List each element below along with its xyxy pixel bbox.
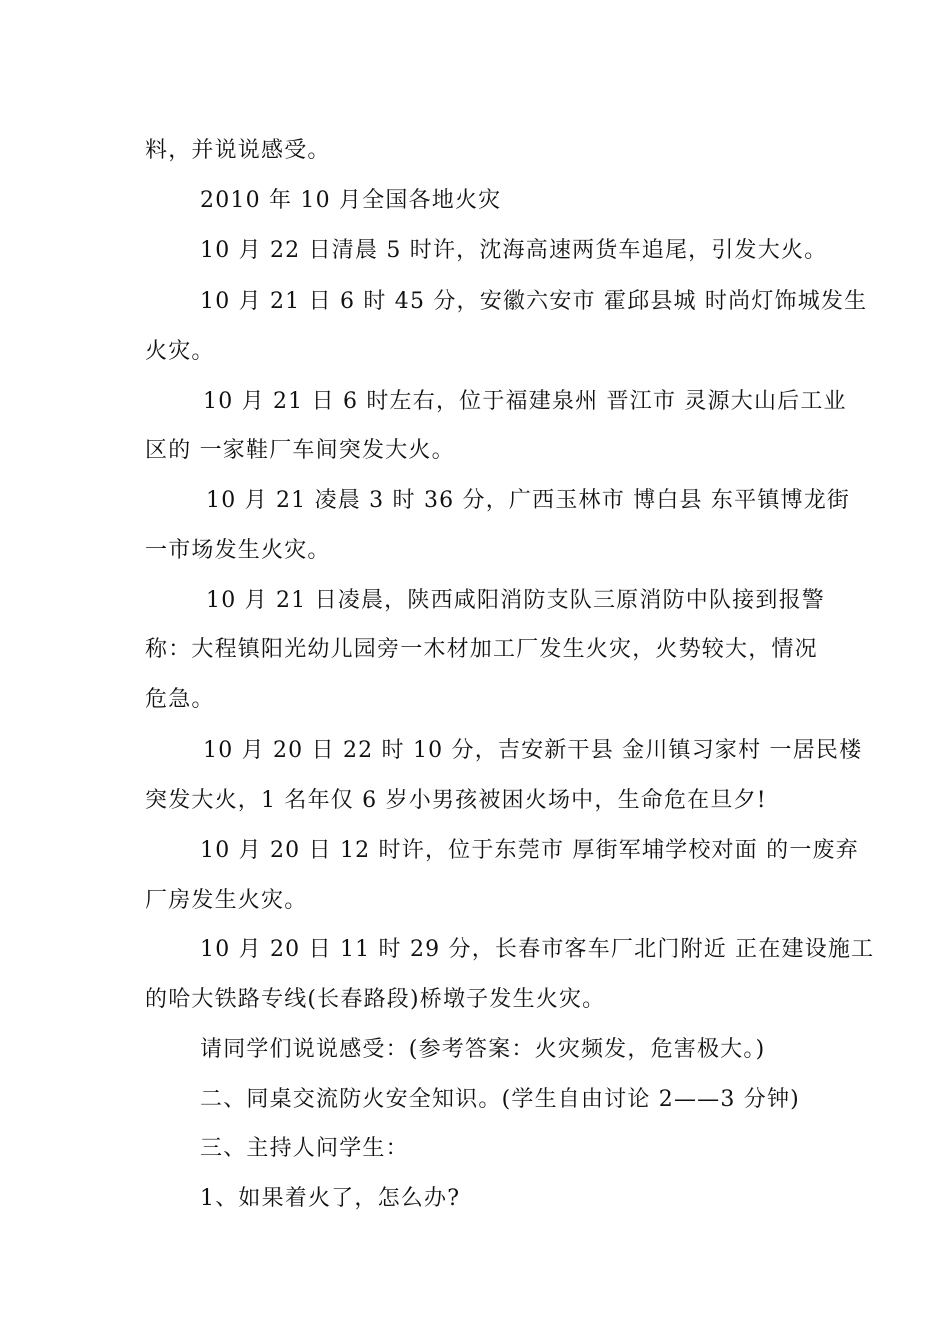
text-line: 火灾。 <box>145 339 215 364</box>
text-line: 的哈大铁路专线(长春路段)桥墩子发生火灾。 <box>145 987 606 1012</box>
text-line: 10 月 20 日 22 时 10 分，吉安新干县 金川镇习家村 一居民楼 <box>203 738 863 763</box>
text-line: 三、主持人问学生： <box>200 1136 409 1161</box>
text-line: 厂房发生火灾。 <box>145 888 308 913</box>
text-line: 危急。 <box>145 687 215 712</box>
text-line: 请同学们说说感受：(参考答案：火灾频发，危害极大。) <box>200 1037 766 1062</box>
text-line: 区的 一家鞋厂车间突发大火。 <box>145 438 455 463</box>
text-line: 料，并说说感受。 <box>145 138 331 163</box>
text-line: 10 月 22 日清晨 5 时许，沈海高速两货车追尾，引发大火。 <box>200 238 828 263</box>
text-line: 一市场发生火灾。 <box>145 538 331 563</box>
text-line: 1、如果着火了，怎么办? <box>200 1186 461 1211</box>
text-line: 2010 年 10 月全国各地火灾 <box>200 188 502 213</box>
text-line: 突发大火，1 名年仅 6 岁小男孩被困火场中，生命危在旦夕! <box>145 788 767 813</box>
text-line: 10 月 21 日 6 时左右，位于福建泉州 晋江市 灵源大山后工业 <box>203 389 847 414</box>
text-line: 10 月 20 日 12 时许，位于东莞市 厚街军埔学校对面 的一废弃 <box>200 838 859 863</box>
text-line: 10 月 20 日 11 时 29 分，长春市客车厂北门附近 正在建设施工 <box>200 937 875 962</box>
text-line: 10 月 21 凌晨 3 时 36 分，广西玉林市 博白县 东平镇博龙街 <box>206 488 851 513</box>
text-line: 10 月 21 日凌晨，陕西咸阳消防支队三原消防中队接到报警 <box>206 588 825 613</box>
text-line: 二、同桌交流防火安全知识。(学生自由讨论 2——3 分钟) <box>200 1087 800 1112</box>
text-line: 称：大程镇阳光幼儿园旁一木材加工厂发生火灾，火势较大，情况 <box>145 637 818 662</box>
text-line: 10 月 21 日 6 时 45 分，安徽六安市 霍邱县城 时尚灯饰城发生 <box>200 289 868 314</box>
